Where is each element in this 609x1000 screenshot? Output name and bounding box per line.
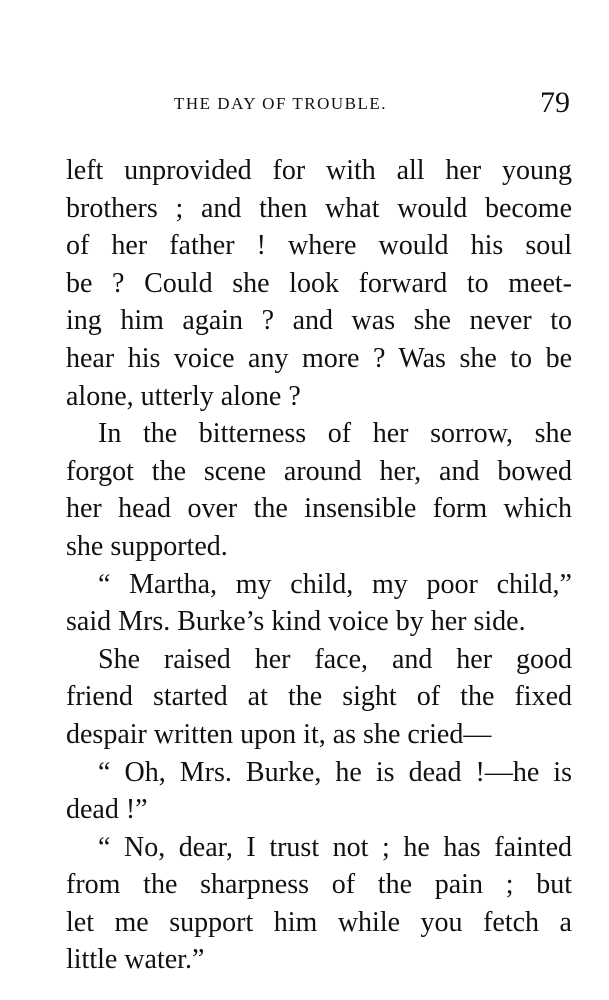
body-text (66, 152, 572, 979)
running-header (174, 86, 574, 122)
text-line: from the sharpness of the pain ; but (66, 869, 572, 901)
text-line: dead !” (66, 794, 148, 826)
text-line: “ No, dear, I trust not ; he has fainted (98, 831, 572, 863)
text-line: forgot the scene around her, and bowed (66, 455, 572, 487)
text-line: she supported. (66, 530, 228, 562)
text-line: ing him again ? and was she never to (66, 305, 572, 337)
text-line: In the bitterness of her sorrow, she (98, 418, 572, 450)
text-line: hear his voice any more ? Was she to be (66, 342, 572, 374)
text-line: little water.” (66, 944, 205, 976)
text-line: her head over the insensible form which (66, 493, 572, 525)
text-line: said Mrs. Burke’s kind voice by her side. (66, 606, 526, 638)
text-line: brothers ; and then what would become (66, 192, 572, 224)
text-line: despair written upon it, as she cried— (66, 718, 492, 750)
text-line: of her father ! where would his soul (66, 230, 572, 262)
text-line: left unprovided for with all her young (66, 155, 572, 186)
text-line: She raised her face, and her good (98, 643, 572, 675)
text-line: let me support him while you fetch a (66, 906, 572, 938)
text-line: “ Martha, my child, my poor child,” (98, 568, 572, 600)
running-title: THE DAY OF TROUBLE. (174, 94, 387, 113)
text-line: “ Oh, Mrs. Burke, he is dead !—he is (98, 756, 572, 788)
page-number: 79 (540, 86, 570, 119)
text-line: friend started at the sight of the fixed (66, 681, 572, 713)
text-line: alone, utterly alone ? (66, 380, 301, 412)
text-line: be ? Could she look forward to meet- (66, 267, 572, 299)
